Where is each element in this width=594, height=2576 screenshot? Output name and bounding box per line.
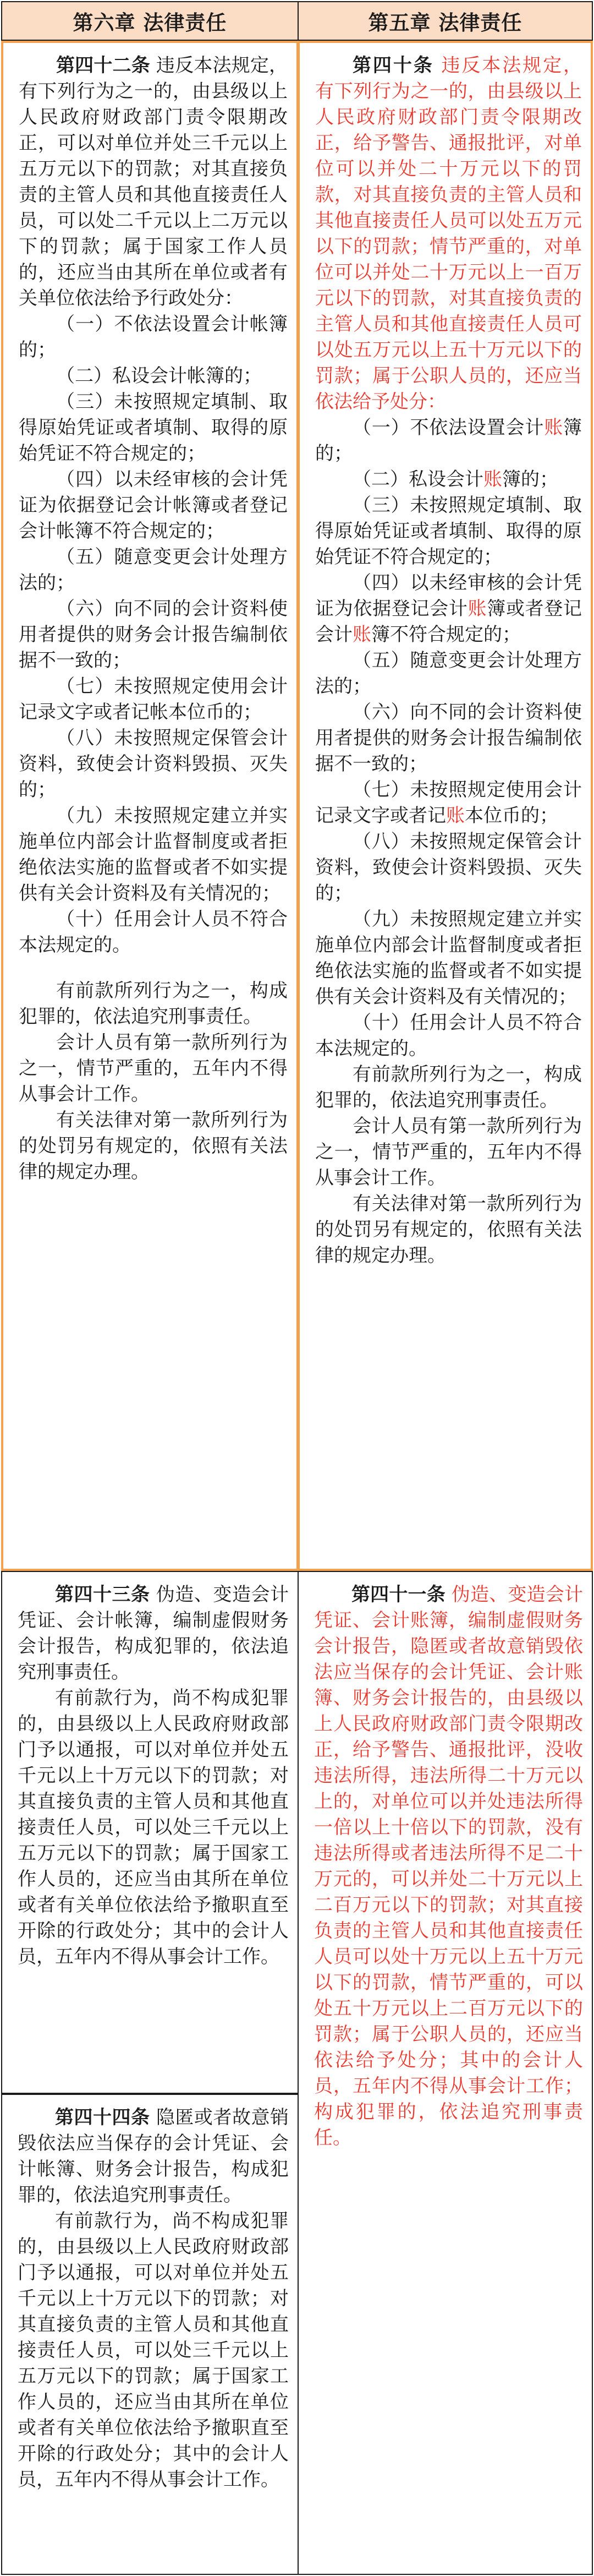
art40-item-3: （三）未按照规定填制、取得原始凭证或者填制、取得的原始凭证不符合规定的； (315, 494, 582, 568)
right-art40-cell (298, 41, 593, 1571)
art42-item-3: （三）未按照规定填制、取得原始凭证或者填制、取得的原始凭证不符合规定的； (19, 391, 288, 465)
art40-item-2-red: 账 (483, 468, 502, 490)
header-right (298, 1, 593, 41)
art42-intro-text: 违反本法规定，有下列行为之一的，由县级以上人民政府财政部门责令限期改正，可以对单位并处三千元以上五万元以下的罚款；对其直接负责的主管人员和其他直接责任人员，可以处二千元以上二万元以下的罚款；属于国家工作人员的，还应当由其所在单位或者有关单位依法给予行政处分： (19, 54, 288, 309)
art42-item-8: （八）未按照规定保管会计资料，致使会计资料毁损、灭失的； (19, 727, 288, 801)
art42-para-2: 会计人员有第一款所列行为之一，情节严重的，五年内不得从事会计工作。 (19, 1032, 288, 1105)
left-art43-cell (1, 1571, 299, 2094)
art44-intro-text: 隐匿或者故意销毁依法应当保存的会计凭证、会计帐簿、财务会计报告，构成犯罪的，依法追究刑事责任。 (18, 2106, 289, 2206)
art40-item-9: （九）未按照规定建立并实施单位内部会计监督制度或者拒绝依法实施的监督或者不如实提供有关会计资料及有关情况的； (315, 908, 582, 1008)
art42-item-9: （九）未按照规定建立并实施单位内部会计监督制度或者拒绝依法实施的监督或者不如实提供有关会计资料及有关情况的； (19, 805, 288, 904)
art41-text (314, 1582, 583, 2151)
art40-item-2-b: 簿的； (502, 468, 558, 490)
art40-item-1-b: 簿的； (315, 417, 582, 465)
art40-item-4-b2: 簿不符合规定的； (371, 624, 521, 646)
art40-para-3: 有关法律对第一款所列行为的处罚另有规定的，依照有关法律的规定办理。 (315, 1193, 582, 1267)
art42-item-10: （十）任用会计人员不符合本法规定的。 (19, 908, 288, 956)
art40-item-1-a: （一）不依法设置会计 (353, 417, 544, 439)
art40-item-1 (315, 415, 582, 467)
art40-item-6: （六）向不同的会计资料使用者提供的财务会计报告编制依据不一致的； (315, 701, 582, 775)
art42-item-2: （二）私设会计帐簿的； (56, 365, 262, 387)
art40-item-8: （八）未按照规定保管会计资料，致使会计资料毁损、灭失的； (315, 831, 582, 904)
art42-intro (19, 53, 288, 312)
art40-item-4 (315, 570, 582, 648)
art40-item-4-red: 账 (468, 598, 487, 620)
art44-para-1: 有前款行为，尚不构成犯罪的，由县级以上人民政府财政部门予以通报，可以对单位并处五千元以上十万元以下的罚款；对其直接负责的主管人员和其他直接责任人员，可以处三千元以上五万元以下的罚款；属于国家工作人员的，还应当由其所在单位或者有关单位依法给予撤职直至开除的行政处分；其中的会计人员，五年内不得从事会计工作。 (18, 2210, 289, 2491)
right-art41-cell (298, 1571, 593, 2575)
art40-item-4-a: （四）以未经审核的会计凭证为依据登记会计 (315, 572, 582, 620)
art42-item-5: （五）随意变更会计处理方法的； (19, 546, 288, 594)
art43-intro (18, 1582, 289, 1685)
art40-item-10: （十）任用会计人员不符合本法规定的。 (315, 1012, 582, 1060)
header-right-text: 第五章 法律责任 (368, 11, 522, 35)
art40-item-1-red: 账 (544, 417, 564, 439)
header-left-text: 第六章 法律责任 (73, 11, 227, 35)
art44-intro (18, 2105, 289, 2208)
art40-item-2 (315, 467, 582, 493)
art42-label: 第四十二条 (56, 54, 150, 77)
art40-item-7-red: 账 (446, 805, 465, 827)
art40-item-7-b: 本位币的； (465, 805, 558, 827)
art43-intro-text: 伪造、变造会计凭证、会计帐簿，编制虚假财务会计报告，构成犯罪的，依法追究刑事责任。 (18, 1584, 289, 1683)
art41-body: 伪造、变造会计凭证、会计账簿，编制虚假财务会计报告，隐匿或者故意销毁依法应当保存的会计凭证、会计账簿、财务会计报告的，由县级以上人民政府财政部门责令限期改正，给予警告、通报批评，没收违法所得，违法所得二十万元以上的，对单位可以并处违法所得一倍以上十倍以下的罚款，没有违法所得或者违法所得不足二十万元的，可以并处二十万元以上二百万元以下的罚款；对其直接负责的主管人员和其他直接责任人员可以处十万元以上五十万元以下的罚款，情节严重的，可以处五十万元以上二百万元以下的罚款；属于公职人员的，还应当依法给予处分；其中的会计人员，五年内不得从事会计工作；构成犯罪的，依法追究刑事责任。 (314, 1584, 584, 2149)
art40-label: 第四十条 (353, 54, 434, 77)
art40-item-7-a: （七）未按照规定使用会计记录文字或者记 (315, 779, 582, 827)
art40-para-2: 会计人员有第一款所列行为之一，情节严重的，五年内不得从事会计工作。 (315, 1115, 582, 1189)
art43-para-1: 有前款行为，尚不构成犯罪的，由县级以上人民政府财政部门予以通报，可以对单位并处五千元以上十万元以下的罚款；对其直接负责的主管人员和其他直接责任人员，可以处三千元以上五万元以下的罚款；属于国家工作人员的，还应当由其所在单位或者有关单位依法给予撤职直至开除的行政处分；其中的会计人员，五年内不得从事会计工作。 (18, 1687, 289, 1968)
art42-item-6: （六）向不同的会计资料使用者提供的财务会计报告编制依据不一致的； (19, 598, 288, 672)
art43-label: 第四十三条 (55, 1584, 150, 1606)
art44-label: 第四十四条 (55, 2106, 150, 2129)
left-art44-cell (1, 2094, 299, 2575)
art41-label: 第四十一条 (351, 1584, 446, 1606)
art40-intro (315, 53, 582, 415)
art42-item-1: （一）不依法设置会计帐簿的； (19, 313, 288, 361)
art40-item-4-b: 簿或者登记会计 (315, 598, 582, 646)
art40-item-5: （五）随意变更会计处理方法的； (315, 650, 582, 697)
art42-item-7: （七）未按照规定使用会计记录文字或者记帐本位币的； (19, 675, 288, 723)
art42-item-4: （四）以未经审核的会计凭证为依据登记会计帐簿或者登记会计帐簿不符合规定的； (19, 468, 288, 542)
left-art42-cell (1, 41, 299, 1571)
art42-para-1: 有前款所列行为之一，构成犯罪的，依法追究刑事责任。 (19, 980, 288, 1028)
header-left (1, 1, 299, 41)
comparison-table (1, 1, 593, 2575)
art42-para-3: 有关法律对第一款所列行为的处罚另有规定的，依照有关法律的规定办理。 (19, 1109, 288, 1183)
art40-para-1: 有前款所列行为之一，构成犯罪的，依法追究刑事责任。 (315, 1063, 582, 1111)
art40-intro-text: 违反本法规定，有下列行为之一的，由县级以上人民政府财政部门责令限期改正，给予警告、通报批评，对单位可以并处二十万元以下的罚款，对其直接负责的主管人员和其他直接责任人员可以处五万元以下的罚款；情节严重的，对单位可以并处二十万元以上一百万元以下的罚款，对其直接负责的主管人员和其他直接责任人员可以处五万元以上五十万元以下的罚款；属于公职人员的，还应当依法给予处分： (315, 54, 582, 413)
art40-item-4-red2: 账 (353, 624, 371, 646)
art40-item-7 (315, 777, 582, 829)
art40-item-2-a: （二）私设会计 (353, 468, 483, 490)
